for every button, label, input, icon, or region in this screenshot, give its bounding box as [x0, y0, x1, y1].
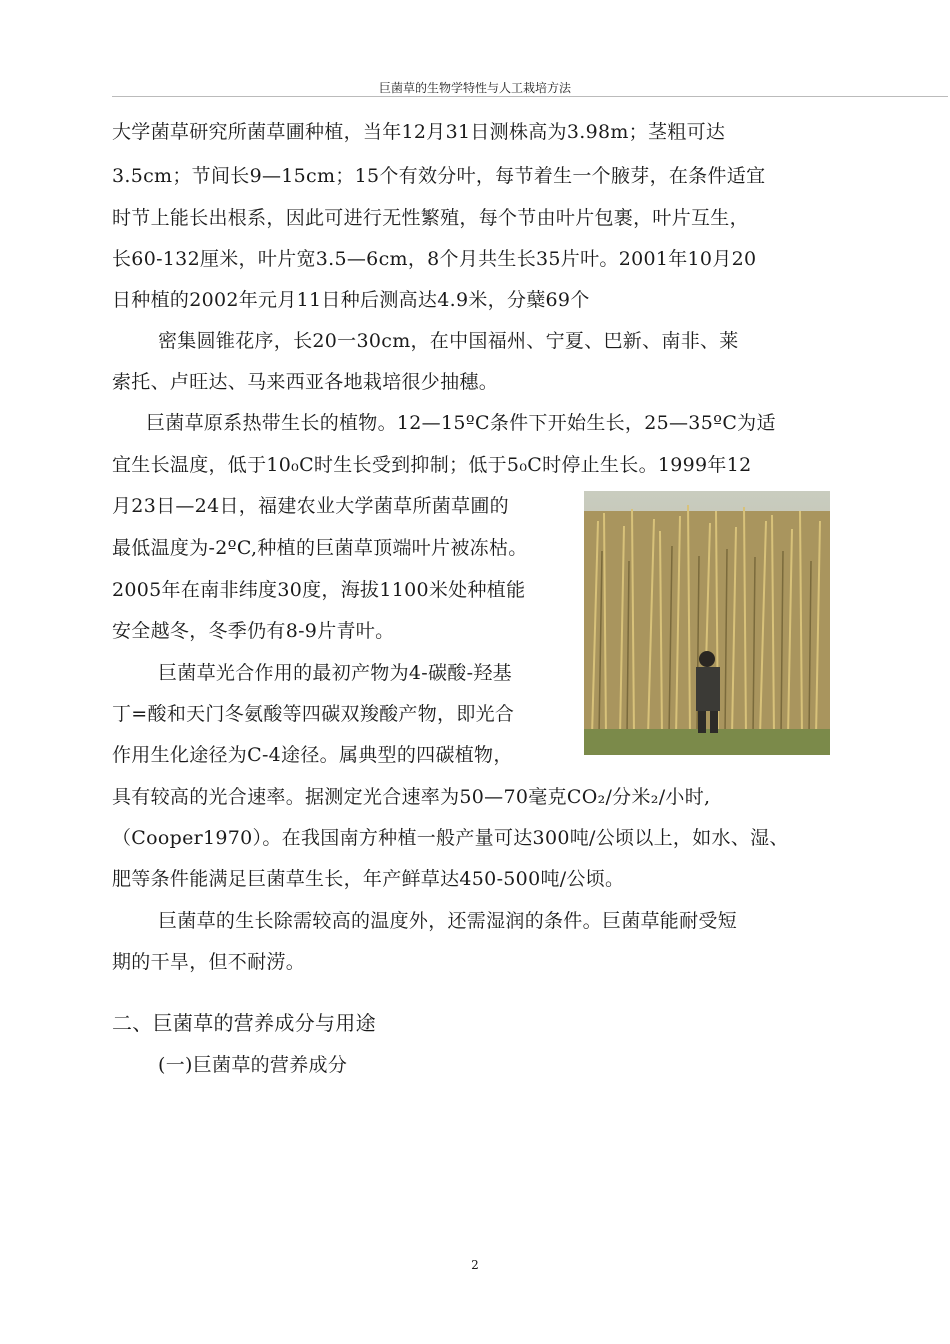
header-rule: [112, 96, 948, 97]
body-line: 肥等条件能满足巨菌草生长，年产鲜草达450-500吨/公顷。: [112, 868, 625, 890]
body-line: 2005年在南非纬度30度，海拔1100米处种植能: [112, 579, 526, 601]
body-line: 密集圆锥花序，长20一30cm，在中国福州、宁夏、巴新、南非、莱: [158, 330, 739, 352]
body-line: 丁=酸和天门冬氨酸等四碳双羧酸产物，即光合: [112, 703, 515, 725]
body-line: 大学菌草研究所菌草圃种植，当年12月31日测株高为3.98m；茎粗可达: [112, 121, 726, 143]
body-line: 最低温度为-2ºC,种植的巨菌草顶端叶片被冻枯。: [112, 537, 528, 559]
section-heading: 二、巨菌草的营养成分与用途: [112, 1011, 376, 1035]
giant-grass-photo: [584, 491, 830, 755]
body-line: 作用生化途径为C-4途径。属典型的四碳植物，: [112, 744, 513, 766]
page-number: 2: [471, 1258, 479, 1272]
body-line: 期的干旱，但不耐涝。: [112, 951, 306, 973]
body-line: 3.5cm；节间长9—15cm；15个有效分叶，每节着生一个腋芽，在条件适宜: [112, 165, 766, 187]
subsection-heading: (一)巨菌草的营养成分: [158, 1054, 348, 1076]
body-line: 巨菌草的生长除需较高的温度外，还需湿润的条件。巨菌草能耐受短: [158, 910, 738, 932]
body-line: 巨菌草原系热带生长的植物。12—15ºC条件下开始生长，25—35ºC为适: [146, 412, 776, 434]
body-line: 具有较高的光合速率。据测定光合速率为50—70毫克CO₂/分米₂/小时,: [112, 786, 711, 808]
page-header-title: 巨菌草的生物学特性与人工栽培方法: [378, 81, 571, 95]
body-line: 安全越冬，冬季仍有8-9片青叶。: [112, 620, 395, 642]
body-line: 月23日—24日，福建农业大学菌草所菌草圃的: [112, 495, 509, 517]
body-line: 索托、卢旺达、马来西亚各地栽培很少抽穗。: [112, 371, 499, 393]
body-line: 日种植的2002年元月11日种后测高达4.9米，分蘖69个: [112, 289, 590, 311]
body-line: 长60-132厘米，叶片宽3.5—6cm，8个月共生长35片叶。2001年10月20: [112, 248, 757, 270]
body-line: （Cooper1970）。在我国南方种植一般产量可达300吨/公顷以上，如水、湿、: [112, 827, 789, 849]
body-line: 巨菌草光合作用的最初产物为4-碳酸-羟基: [158, 662, 512, 684]
body-line: 时节上能长出根系，因此可进行无性繁殖，每个节由叶片包裹，叶片互生，: [112, 207, 749, 229]
body-line: 宜生长温度，低于10₀C时生长受到抑制；低于5₀C时停止生长。1999年12: [112, 454, 752, 476]
